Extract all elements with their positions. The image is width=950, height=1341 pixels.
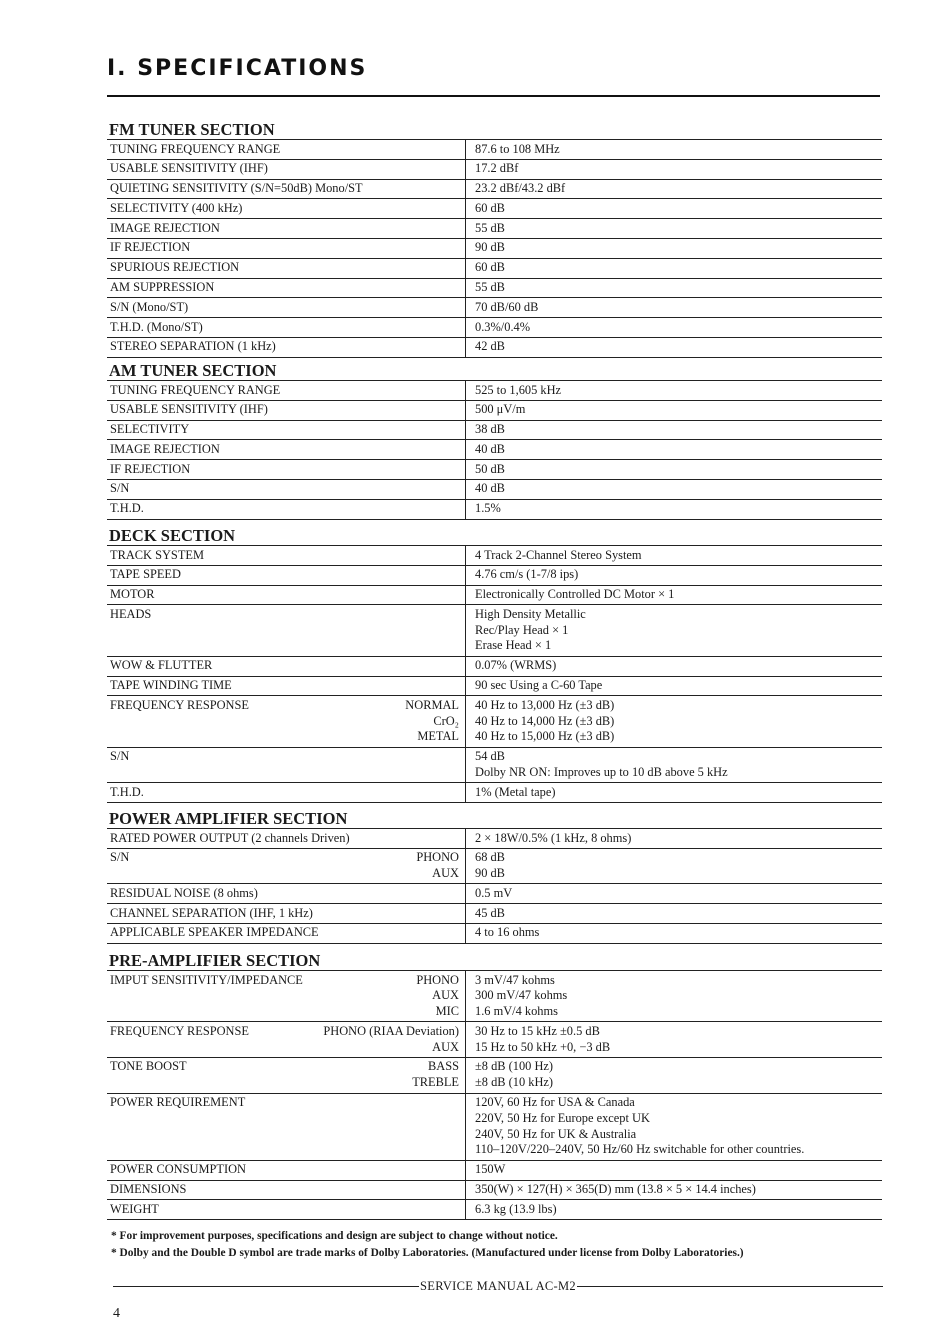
spec-sublabel: NORMAL (405, 697, 459, 712)
spec-row (107, 904, 882, 924)
spec-value: 0.3%/0.4% (475, 319, 531, 334)
spec-row (107, 924, 882, 944)
spec-value: 60 dB (475, 260, 505, 275)
spec-label: S/N (Mono/ST) (110, 299, 189, 314)
footer-line-left (113, 1286, 419, 1287)
spec-sublabel: CrO₂ (433, 713, 459, 728)
spec-label: SELECTIVITY (110, 422, 190, 437)
spec-value: 40 dB (475, 481, 505, 496)
spec-value: 6.3 kg (13.9 lbs) (475, 1201, 557, 1216)
spec-value: 30 Hz to 15 kHz ±0.5 dB (475, 1023, 600, 1038)
spec-value: 240V, 50 Hz for UK & Australia (475, 1126, 637, 1141)
spec-value: 60 dB (475, 200, 505, 215)
spec-label: IMPUT SENSITIVITY/IMPEDANCE (110, 972, 303, 987)
spec-label: FREQUENCY RESPONSE (110, 697, 249, 712)
spec-value: 70 dB/60 dB (475, 299, 539, 314)
spec-sublabel: PHONO (416, 850, 459, 865)
spec-label: SELECTIVITY (400 kHz) (110, 200, 243, 215)
spec-value: 1.6 mV/4 kohms (475, 1004, 558, 1019)
spec-label: SPURIOUS REJECTION (110, 260, 240, 275)
am-tuner-section (107, 361, 882, 520)
spec-label: POWER CONSUMPTION (110, 1162, 246, 1177)
spec-value: 38 dB (475, 422, 505, 437)
spec-label: TONE BOOST (110, 1059, 187, 1074)
spec-row (107, 971, 882, 1022)
footnotes (111, 1228, 881, 1262)
spec-sublabel: PHONO (416, 972, 459, 987)
spec-label: DIMENSIONS (110, 1182, 187, 1197)
section-heading: FM TUNER SECTION (107, 120, 882, 140)
spec-value: 4.76 cm/s (1-7/8 ips) (475, 567, 579, 582)
spec-label: S/N (110, 481, 130, 496)
spec-value: Electronically Controlled DC Motor × 1 (475, 587, 675, 602)
spec-label: STEREO SEPARATION (1 kHz) (110, 339, 276, 354)
spec-value: 55 dB (475, 220, 505, 235)
spec-row (107, 338, 882, 358)
spec-value: 500 μV/m (475, 402, 526, 417)
spec-row (107, 460, 882, 480)
page-title: I. SPECIFICATIONS (107, 56, 368, 81)
power-amplifier-section (107, 809, 882, 944)
spec-row (107, 884, 882, 904)
spec-row (107, 829, 882, 849)
spec-row (107, 605, 882, 656)
spec-sublabel: PHONO (RIAA Deviation) (323, 1023, 459, 1038)
footnote: * For improvement purposes, specifications and design are subject to change without notice. (111, 1230, 558, 1242)
spec-value: 54 dB (475, 749, 505, 764)
spec-label: IF REJECTION (110, 461, 191, 476)
spec-value: 90 dB (475, 866, 505, 881)
spec-row (107, 677, 882, 697)
spec-label: S/N (110, 850, 130, 865)
spec-label: TUNING FREQUENCY RANGE (110, 382, 281, 397)
footer-rule (113, 1279, 883, 1294)
spec-label: QUIETING SENSITIVITY (S/N=50dB) Mono/ST (110, 181, 363, 196)
spec-value: 50 dB (475, 461, 505, 476)
spec-value: 40 Hz to 14,000 Hz (±3 dB) (475, 713, 615, 728)
spec-value: 150W (475, 1162, 506, 1177)
spec-value: 4 to 16 ohms (475, 925, 540, 940)
spec-row (107, 500, 882, 520)
spec-value: Dolby NR ON: Improves up to 10 dB above 5 kHz (475, 765, 728, 780)
spec-row (107, 748, 882, 784)
spec-row (107, 279, 882, 299)
spec-value: 525 to 1,605 kHz (475, 382, 562, 397)
page-number: 4 (113, 1306, 120, 1321)
spec-row (107, 440, 882, 460)
spec-row (107, 219, 882, 239)
spec-row (107, 421, 882, 441)
spec-label: WOW & FLUTTER (110, 658, 213, 673)
spec-sublabel: AUX (432, 988, 459, 1003)
spec-value: 23.2 dBf/43.2 dBf (475, 181, 566, 196)
spec-value: 0.07% (WRMS) (475, 658, 557, 673)
spec-value: 87.6 to 108 MHz (475, 141, 560, 156)
spec-row (107, 1094, 882, 1161)
spec-row (107, 1200, 882, 1220)
spec-row (107, 381, 882, 401)
spec-value: 90 sec Using a C-60 Tape (475, 678, 603, 693)
spec-row (107, 849, 882, 885)
spec-value: 3 mV/47 kohms (475, 972, 555, 987)
spec-row (107, 298, 882, 318)
spec-label: AM SUPPRESSION (110, 280, 215, 295)
spec-label: RESIDUAL NOISE (8 ohms) (110, 885, 258, 900)
spec-row (107, 180, 882, 200)
spec-row (107, 566, 882, 586)
spec-row (107, 657, 882, 677)
spec-row (107, 1161, 882, 1181)
spec-value: 4 Track 2-Channel Stereo System (475, 547, 642, 562)
spec-row (107, 783, 882, 803)
spec-sublabel: TREBLE (412, 1075, 459, 1090)
spec-row (107, 586, 882, 606)
spec-value: 120V, 60 Hz for USA & Canada (475, 1095, 635, 1110)
spec-label: S/N (110, 749, 130, 764)
spec-label: T.H.D. (Mono/ST) (110, 319, 203, 334)
spec-label: TAPE SPEED (110, 567, 181, 582)
spec-value: 350(W) × 127(H) × 365(D) mm (13.8 × 5 × 14.4 inches) (475, 1182, 756, 1197)
spec-row (107, 318, 882, 338)
spec-value: ±8 dB (100 Hz) (475, 1059, 554, 1074)
spec-row (107, 480, 882, 500)
spec-label: IMAGE REJECTION (110, 220, 220, 235)
fm-tuner-section (107, 120, 882, 358)
spec-value: High Density Metallic (475, 606, 586, 621)
spec-sublabel: MIC (435, 1004, 459, 1019)
spec-row (107, 1058, 882, 1094)
spec-row (107, 160, 882, 180)
spec-label: HEADS (110, 606, 152, 621)
spec-value: 68 dB (475, 850, 505, 865)
spec-label: WEIGHT (110, 1201, 159, 1216)
spec-row (107, 1022, 882, 1058)
footer-line-right (577, 1286, 883, 1287)
footer-text: SERVICE MANUAL AC-M2 (420, 1279, 576, 1293)
spec-sublabel: AUX (432, 866, 459, 881)
spec-row (107, 1181, 882, 1201)
section-heading: AM TUNER SECTION (107, 361, 882, 381)
spec-value: 2 × 18W/0.5% (1 kHz, 8 ohms) (475, 830, 632, 845)
spec-value: 90 dB (475, 240, 505, 255)
footnote: * Dolby and the Double D symbol are trade marks of Dolby Laboratories. (Manufactured under license from Dolby Laboratories.) (111, 1247, 744, 1259)
spec-label: USABLE SENSITIVITY (IHF) (110, 161, 268, 176)
spec-value: 300 mV/47 kohms (475, 988, 568, 1003)
spec-row (107, 239, 882, 259)
section-heading: DECK SECTION (107, 526, 882, 546)
spec-sublabel: METAL (417, 729, 459, 744)
spec-row (107, 140, 882, 160)
spec-value: 1% (Metal tape) (475, 784, 556, 799)
section-heading: POWER AMPLIFIER SECTION (107, 809, 882, 829)
spec-value: 40 Hz to 15,000 Hz (±3 dB) (475, 729, 615, 744)
spec-value: 1.5% (475, 501, 501, 516)
spec-value: 42 dB (475, 339, 505, 354)
spec-row (107, 401, 882, 421)
spec-value: 15 Hz to 50 kHz +0, −3 dB (475, 1039, 611, 1054)
spec-value: 110–120V/220–240V, 50 Hz/60 Hz switchable for other countries. (475, 1142, 805, 1157)
spec-value: 55 dB (475, 280, 505, 295)
spec-label: T.H.D. (110, 501, 144, 516)
deck-section (107, 526, 882, 803)
spec-row (107, 199, 882, 219)
spec-row (107, 546, 882, 566)
spec-value: ±8 dB (10 kHz) (475, 1075, 554, 1090)
spec-label: APPLICABLE SPEAKER IMPEDANCE (110, 925, 319, 940)
section-heading: PRE-AMPLIFIER SECTION (107, 951, 882, 971)
spec-sublabel: BASS (428, 1059, 459, 1074)
spec-value: 0.5 mV (475, 885, 513, 900)
spec-value: 45 dB (475, 905, 505, 920)
spec-label: TRACK SYSTEM (110, 547, 204, 562)
spec-label: IF REJECTION (110, 240, 191, 255)
spec-label: IMAGE REJECTION (110, 441, 220, 456)
spec-sublabel: AUX (432, 1039, 459, 1054)
spec-label: RATED POWER OUTPUT (2 channels Driven) (110, 830, 350, 845)
spec-value: Erase Head × 1 (475, 638, 552, 653)
spec-value: 220V, 50 Hz for Europe except UK (475, 1110, 650, 1125)
spec-value: 40 Hz to 13,000 Hz (±3 dB) (475, 697, 615, 712)
spec-label: USABLE SENSITIVITY (IHF) (110, 402, 268, 417)
spec-value: 40 dB (475, 441, 505, 456)
spec-value: 17.2 dBf (475, 161, 519, 176)
spec-row (107, 259, 882, 279)
spec-label: T.H.D. (110, 784, 144, 799)
pre-amplifier-section (107, 951, 882, 1220)
spec-label: POWER REQUIREMENT (110, 1095, 246, 1110)
spec-label: MOTOR (110, 587, 155, 602)
title-divider (107, 95, 880, 97)
spec-value: Rec/Play Head × 1 (475, 622, 569, 637)
spec-label: TUNING FREQUENCY RANGE (110, 141, 281, 156)
spec-row (107, 696, 882, 747)
spec-label: CHANNEL SEPARATION (IHF, 1 kHz) (110, 905, 313, 920)
spec-label: TAPE WINDING TIME (110, 678, 232, 693)
spec-label: FREQUENCY RESPONSE (110, 1023, 249, 1038)
